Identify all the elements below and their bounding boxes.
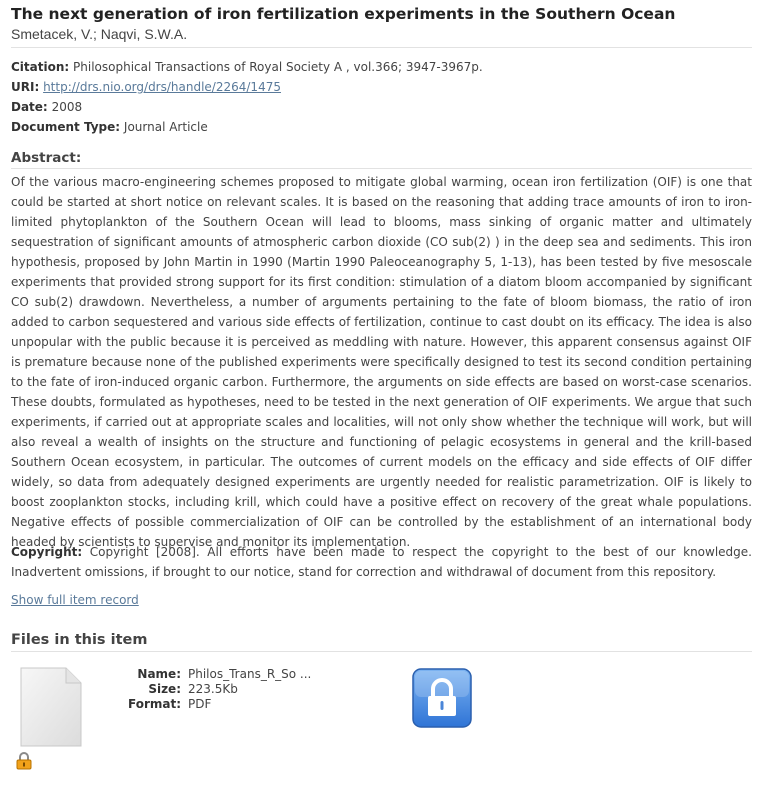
abstract-text: Of the various macro-engineering schemes proposed to mitigate global warming, ocean iron fertilization (OIF) is one that could be started at short notice on relevant scales. It is based on the reasoning that adding trace amounts of iron to iron-limited phytoplankton of the Southern Ocean will lead to blooms, mass sinking of organic matter and ultimately sequestration of significant amounts of atmospheric carbon dioxide (CO sub(2) ) in the deep sea and sediments. This iron hypothesis, proposed by John Martin in 1990 (Martin 1990 Paleoceanography 5, 1-13), has been tested by five mesoscale experiments that provided strong support for its first condition: stimulation of a diatom bloom accompanied by significant CO sub(2) drawdown. Nevertheless, a number of arguments pertaining to the fate of bloom biomass, the ratio of iron added to carbon sequestered and various side effects of fertilization, continue to cast doubt on its efficacy. The idea is also unpopular with the public because it is perceived as meddling with nature. However, this apparent consensus against OIF is premature because none of the published experiments were specifically designed to test its second condition pertaining to the fate of iron-induced organic carbon. Furthermore, the arguments on side effects are based on worst-case scenarios. These doubts, formulated as hypotheses, need to be tested in the next generation of OIF experiments. We argue that such experiments, if carried out at appropriate scales and localities, will not only show whether the technique will work, but will also reveal a wealth of insights on the structure and functioning of pelagic ecosystems in general and the krill-based Southern Ocean ecosystem, in particular. The outcomes of current models on the efficacy and side effects of OIF differ widely, so data from adequately designed experiments are urgently needed for realistic parametrization. OIF is likely to boost zooplankton stocks, including krill, which could have a positive effect on recovery of the great whale populations. Negative effects of possible commercialization of OIF can be controlled by the establishment of an international body headed by scientists to supervise and monitor its implementation.	[11, 175, 752, 549]
uri-label: URI:	[11, 80, 40, 94]
item-authors: Smetacek, V.; Naqvi, S.W.A.	[11, 26, 188, 42]
date-row	[11, 100, 82, 114]
copyright-label: Copyright:	[11, 545, 83, 559]
files-heading: Files in this item	[11, 632, 148, 648]
file-info-labels	[111, 667, 181, 712]
show-full-record-link[interactable]: Show full item record	[11, 593, 139, 607]
citation-row	[11, 60, 483, 74]
lock-icon	[16, 752, 32, 770]
file-size-value: 223.5Kb	[188, 682, 238, 696]
abstract-heading: Abstract:	[11, 150, 82, 166]
divider	[11, 168, 752, 169]
document-thumbnail-icon[interactable]	[20, 667, 82, 747]
file-info-values	[188, 667, 311, 712]
divider	[11, 651, 752, 652]
file-name-value: Philos_Trans_R_So ...	[188, 667, 312, 681]
date-value: 2008	[51, 100, 83, 114]
uri-row	[11, 80, 281, 94]
doctype-label: Document Type:	[11, 120, 121, 134]
file-format-label: Format:	[127, 697, 181, 711]
copyright-block	[11, 542, 752, 582]
page-title: The next generation of iron fertilization experiments in the Southern Ocean	[11, 5, 676, 23]
uri-link[interactable]: http://drs.nio.org/drs/handle/2264/1475	[43, 80, 281, 94]
date-label: Date:	[11, 100, 48, 114]
copyright-text: Copyright [2008]. All efforts have been made to respect the copyright to the best of our knowledge. Inadvertent omissions, if brought to our notice, stand for correction and withdrawal of document from this repository.	[11, 545, 752, 579]
citation-value: Philosophical Transactions of Royal Society A , vol.366; 3947-3967p.	[73, 60, 483, 74]
file-format-value: PDF	[188, 697, 212, 711]
doctype-value: Journal Article	[123, 120, 208, 134]
file-size-label: Size:	[148, 682, 181, 696]
doctype-row	[11, 120, 208, 134]
restricted-access-lock-icon[interactable]	[412, 668, 472, 728]
citation-label: Citation:	[11, 60, 70, 74]
divider	[11, 47, 752, 48]
file-name-label: Name:	[137, 667, 181, 681]
